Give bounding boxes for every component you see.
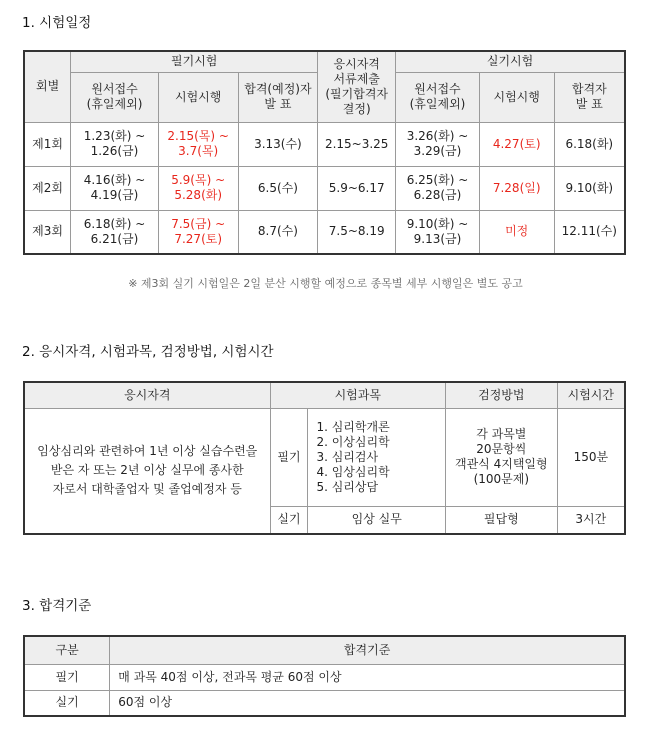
qualification-header: 응시자격 서류제출 (필기합격자 결정) bbox=[318, 51, 396, 122]
subjects-col-header: 시험과목 bbox=[270, 382, 445, 408]
p-apply-cell: 9.10(화) ~ 9.13(금) bbox=[396, 210, 480, 254]
method-col-header: 검정방법 bbox=[445, 382, 557, 408]
w-pass-cell: 8.7(수) bbox=[238, 210, 318, 254]
p-apply-cell: 6.25(화) ~ 6.28(금) bbox=[396, 166, 480, 210]
w-pass-cell: 6.5(수) bbox=[238, 166, 318, 210]
round-cell: 제2회 bbox=[24, 166, 71, 210]
p-pass-cell: 9.10(화) bbox=[554, 166, 625, 210]
p-exam-header: 시험시행 bbox=[479, 72, 554, 122]
p-apply-cell: 3.26(화) ~ 3.29(금) bbox=[396, 122, 480, 166]
table-row bbox=[24, 690, 625, 716]
schedule-note: ※ 제3회 실기 시험일은 2일 분산 시행할 예정으로 종목별 세부 시행일은 별도 공고 bbox=[128, 277, 523, 290]
qual-cell: 5.9~6.17 bbox=[318, 166, 396, 210]
p-pass-header: 합격자 발 표 bbox=[554, 72, 625, 122]
w-exam-header: 시험시행 bbox=[158, 72, 238, 122]
w-apply-header: 원서접수 (휴일제외) bbox=[71, 72, 159, 122]
p-apply-header: 원서접수 (휴일제외) bbox=[396, 72, 480, 122]
table-row bbox=[24, 166, 625, 210]
qual-cell: 7.5~8.19 bbox=[318, 210, 396, 254]
section2-title: 2. 응시자격, 시험과목, 검정방법, 시험시간 bbox=[22, 344, 274, 360]
criteria-header: 합격기준 bbox=[110, 636, 625, 664]
round-cell: 제1회 bbox=[24, 122, 71, 166]
w-pass-cell: 3.13(수) bbox=[238, 122, 318, 166]
table-row bbox=[24, 210, 625, 254]
w-apply-cell: 6.18(화) ~ 6.21(금) bbox=[71, 210, 159, 254]
p-pass-cell: 6.18(화) bbox=[554, 122, 625, 166]
w-exam-cell: 5.9(목) ~ 5.28(화) bbox=[158, 166, 238, 210]
w-exam-cell: 2.15(목) ~ 3.7(목) bbox=[158, 122, 238, 166]
p-exam-cell: 4.27(토) bbox=[479, 122, 554, 166]
p-exam-cell: 7.28(일) bbox=[479, 166, 554, 210]
practical-subject: 임상 실무 bbox=[308, 506, 446, 534]
category-cell: 실기 bbox=[24, 690, 110, 716]
written-label: 필기 bbox=[270, 408, 308, 506]
qualification-text: 임상심리와 관련하여 1년 이상 실습수련을 받은 자 또는 2년 이상 실무에 종사한 자로서 대학졸업자 및 졸업예정자 등 bbox=[24, 408, 270, 534]
section1-title: 1. 시험일정 bbox=[22, 15, 92, 31]
p-exam-cell: 미정 bbox=[479, 210, 554, 254]
table-row bbox=[24, 122, 625, 166]
p-pass-cell: 12.11(수) bbox=[554, 210, 625, 254]
w-pass-header: 합격(예정)자 발 표 bbox=[238, 72, 318, 122]
pass-criteria-table bbox=[23, 635, 626, 717]
criteria-cell: 60점 이상 bbox=[110, 690, 625, 716]
category-header: 구분 bbox=[24, 636, 110, 664]
w-apply-cell: 4.16(화) ~ 4.19(금) bbox=[71, 166, 159, 210]
practical-method: 필답형 bbox=[445, 506, 557, 534]
table-row bbox=[24, 664, 625, 690]
time-col-header: 시험시간 bbox=[557, 382, 625, 408]
w-exam-cell: 7.5(금) ~ 7.27(토) bbox=[158, 210, 238, 254]
written-time: 150분 bbox=[557, 408, 625, 506]
practical-time: 3시간 bbox=[557, 506, 625, 534]
qualification-table bbox=[23, 381, 626, 535]
w-apply-cell: 1.23(화) ~ 1.26(금) bbox=[71, 122, 159, 166]
round-cell: 제3회 bbox=[24, 210, 71, 254]
qualification-col-header: 응시자격 bbox=[24, 382, 270, 408]
practical-label: 실기 bbox=[270, 506, 308, 534]
written-method: 각 과목별 20문항씩 객관식 4지택일형 (100문제) bbox=[445, 408, 557, 506]
round-header: 회별 bbox=[24, 51, 71, 122]
criteria-cell: 매 과목 40점 이상, 전과목 평균 60점 이상 bbox=[110, 664, 625, 690]
written-header: 필기시험 bbox=[71, 51, 318, 72]
qual-cell: 2.15~3.25 bbox=[318, 122, 396, 166]
category-cell: 필기 bbox=[24, 664, 110, 690]
exam-schedule-table bbox=[23, 50, 626, 255]
practical-header: 실기시험 bbox=[396, 51, 625, 72]
section3-title: 3. 합격기준 bbox=[22, 598, 92, 614]
written-subjects: 1. 심리학개론 2. 이상심리학 3. 심리검사 4. 임상심리학 5. 심리상담 bbox=[308, 408, 446, 506]
